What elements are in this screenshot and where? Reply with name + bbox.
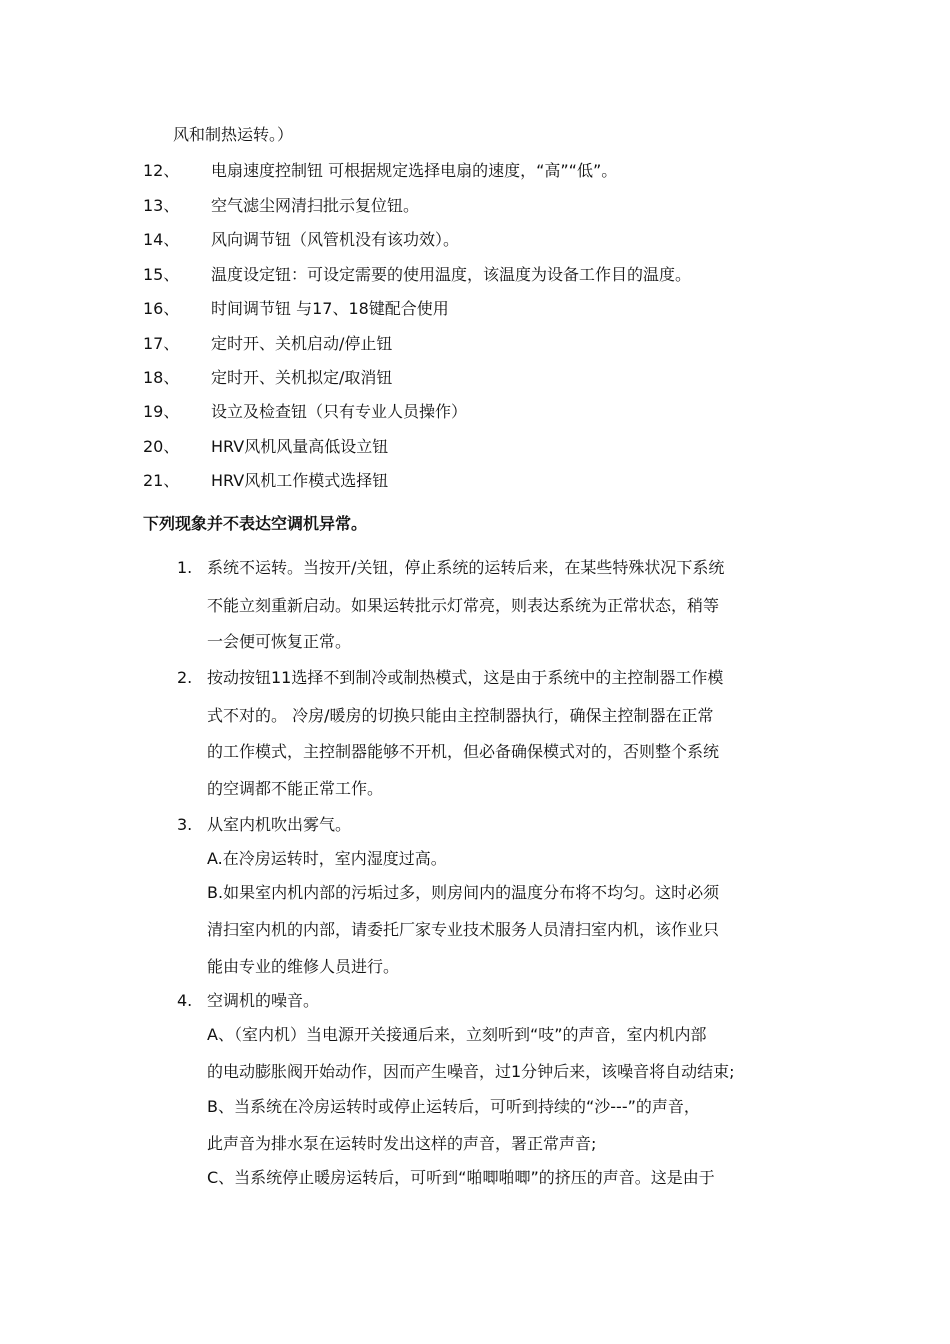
item-number: 14、 [143,230,180,249]
continuation-line: 风和制热运转。） [173,125,294,144]
item-number: 18、 [143,368,180,387]
list-number: 3. [177,815,193,834]
list-item [0,558,950,578]
item-number: 16、 [143,299,180,318]
list-item [0,815,950,835]
section-heading: 下列现象并不表达空调机异常。 [143,514,368,533]
list-line: 不能立刻重新启动。如果运转批示灯常亮，则表达系统为正常状态，稍等 [207,596,720,615]
item-text: 温度设定钮：可设定需要的使用温度，该温度为设备工作目的温度。 [211,265,692,284]
list-line: C、当系统停止暖房运转后，可听到“啪唧啪唧”的挤压的声音。这是由于 [207,1168,715,1187]
list-line: B.如果室内机内部的污垢过多，则房间内的温度分布将不均匀。这时必须 [207,883,720,902]
section-heading-wrap [0,514,950,534]
list-line-wrap [0,1062,950,1082]
button-item-14 [0,230,950,250]
button-item-12 [0,161,950,181]
list-line: 空调机的噪音。 [207,991,320,1010]
list-line: 式不对的。 冷房/暖房的切换只能由主控制器执行，确保主控制器在正常 [207,706,714,725]
button-item-15 [0,265,950,285]
list-line-wrap [0,1168,950,1188]
list-line-wrap [0,742,950,762]
list-line: A.在冷房运转时，室内湿度过高。 [207,849,447,868]
list-line: 能由专业的维修人员进行。 [207,957,400,976]
list-item [0,668,950,688]
list-line-wrap [0,849,950,869]
list-line-wrap [0,706,950,726]
list-line: 清扫室内机的内部，请委托厂家专业技术服务人员清扫室内机，该作业只 [207,920,720,939]
list-number: 2. [177,668,193,687]
list-line: 按动按钮11选择不到制冷或制热模式，这是由于系统中的主控制器工作模 [207,668,724,687]
item-number: 21、 [143,471,180,490]
button-item-17 [0,334,950,354]
item-text: HRV风机工作模式选择钮 [211,471,389,490]
item-number: 15、 [143,265,180,284]
button-item-20 [0,437,950,457]
list-number: 1. [177,558,193,577]
list-line: B、当系统在冷房运转时或停止运转后，可听到持续的“沙---”的声音， [207,1097,700,1116]
list-line-wrap [0,957,950,977]
button-item-19 [0,402,950,422]
list-line: A、（室内机）当电源开关接通后来，立刻听到“吱”的声音，室内机内部 [207,1025,707,1044]
button-item-18 [0,368,950,388]
item-text: 设立及检查钮（只有专业人员操作） [211,402,468,421]
list-line: 的空调都不能正常工作。 [207,779,384,798]
item-number: 19、 [143,402,180,421]
item-text: 定时开、关机拟定/取消钮 [211,368,393,387]
list-number: 4. [177,991,193,1010]
list-line-wrap [0,632,950,652]
list-line: 一会便可恢复正常。 [207,632,352,651]
list-line-wrap [0,1025,950,1045]
item-text: HRV风机风量高低设立钮 [211,437,389,456]
list-line-wrap [0,920,950,940]
item-text: 空气滤尘网清扫批示复位钮。 [211,196,420,215]
button-item-21 [0,471,950,491]
list-line: 此声音为排水泵在运转时发出这样的声音，署正常声音; [207,1134,597,1153]
item-text: 风向调节钮（风管机没有该功效）。 [211,230,460,249]
list-line: 的电动膨胀阀开始动作，因而产生噪音，过1分钟后来，该噪音将自动结束; [207,1062,735,1081]
list-line-wrap [0,1134,950,1154]
item-text: 时间调节钮 与17、18键配合使用 [211,299,449,318]
item-number: 20、 [143,437,180,456]
list-line-wrap [0,779,950,799]
list-line: 系统不运转。当按开/关钮，停止系统的运转后来，在某些特殊状况下系统 [207,558,725,577]
list-line: 的工作模式，主控制器能够不开机，但必备确保模式对的，否则整个系统 [207,742,720,761]
list-line-wrap [0,1097,950,1117]
list-line: 从室内机吹出雾气。 [207,815,352,834]
list-item [0,991,950,1011]
button-item-13 [0,196,950,216]
item-number: 17、 [143,334,180,353]
list-line-wrap [0,596,950,616]
item-number: 12、 [143,161,180,180]
item-number: 13、 [143,196,180,215]
button-item-16 [0,299,950,319]
item-text: 定时开、关机启动/停止钮 [211,334,393,353]
list-line-wrap [0,883,950,903]
item-text: 电扇速度控制钮 可根据规定选择电扇的速度，“高”“低”。 [211,161,618,180]
